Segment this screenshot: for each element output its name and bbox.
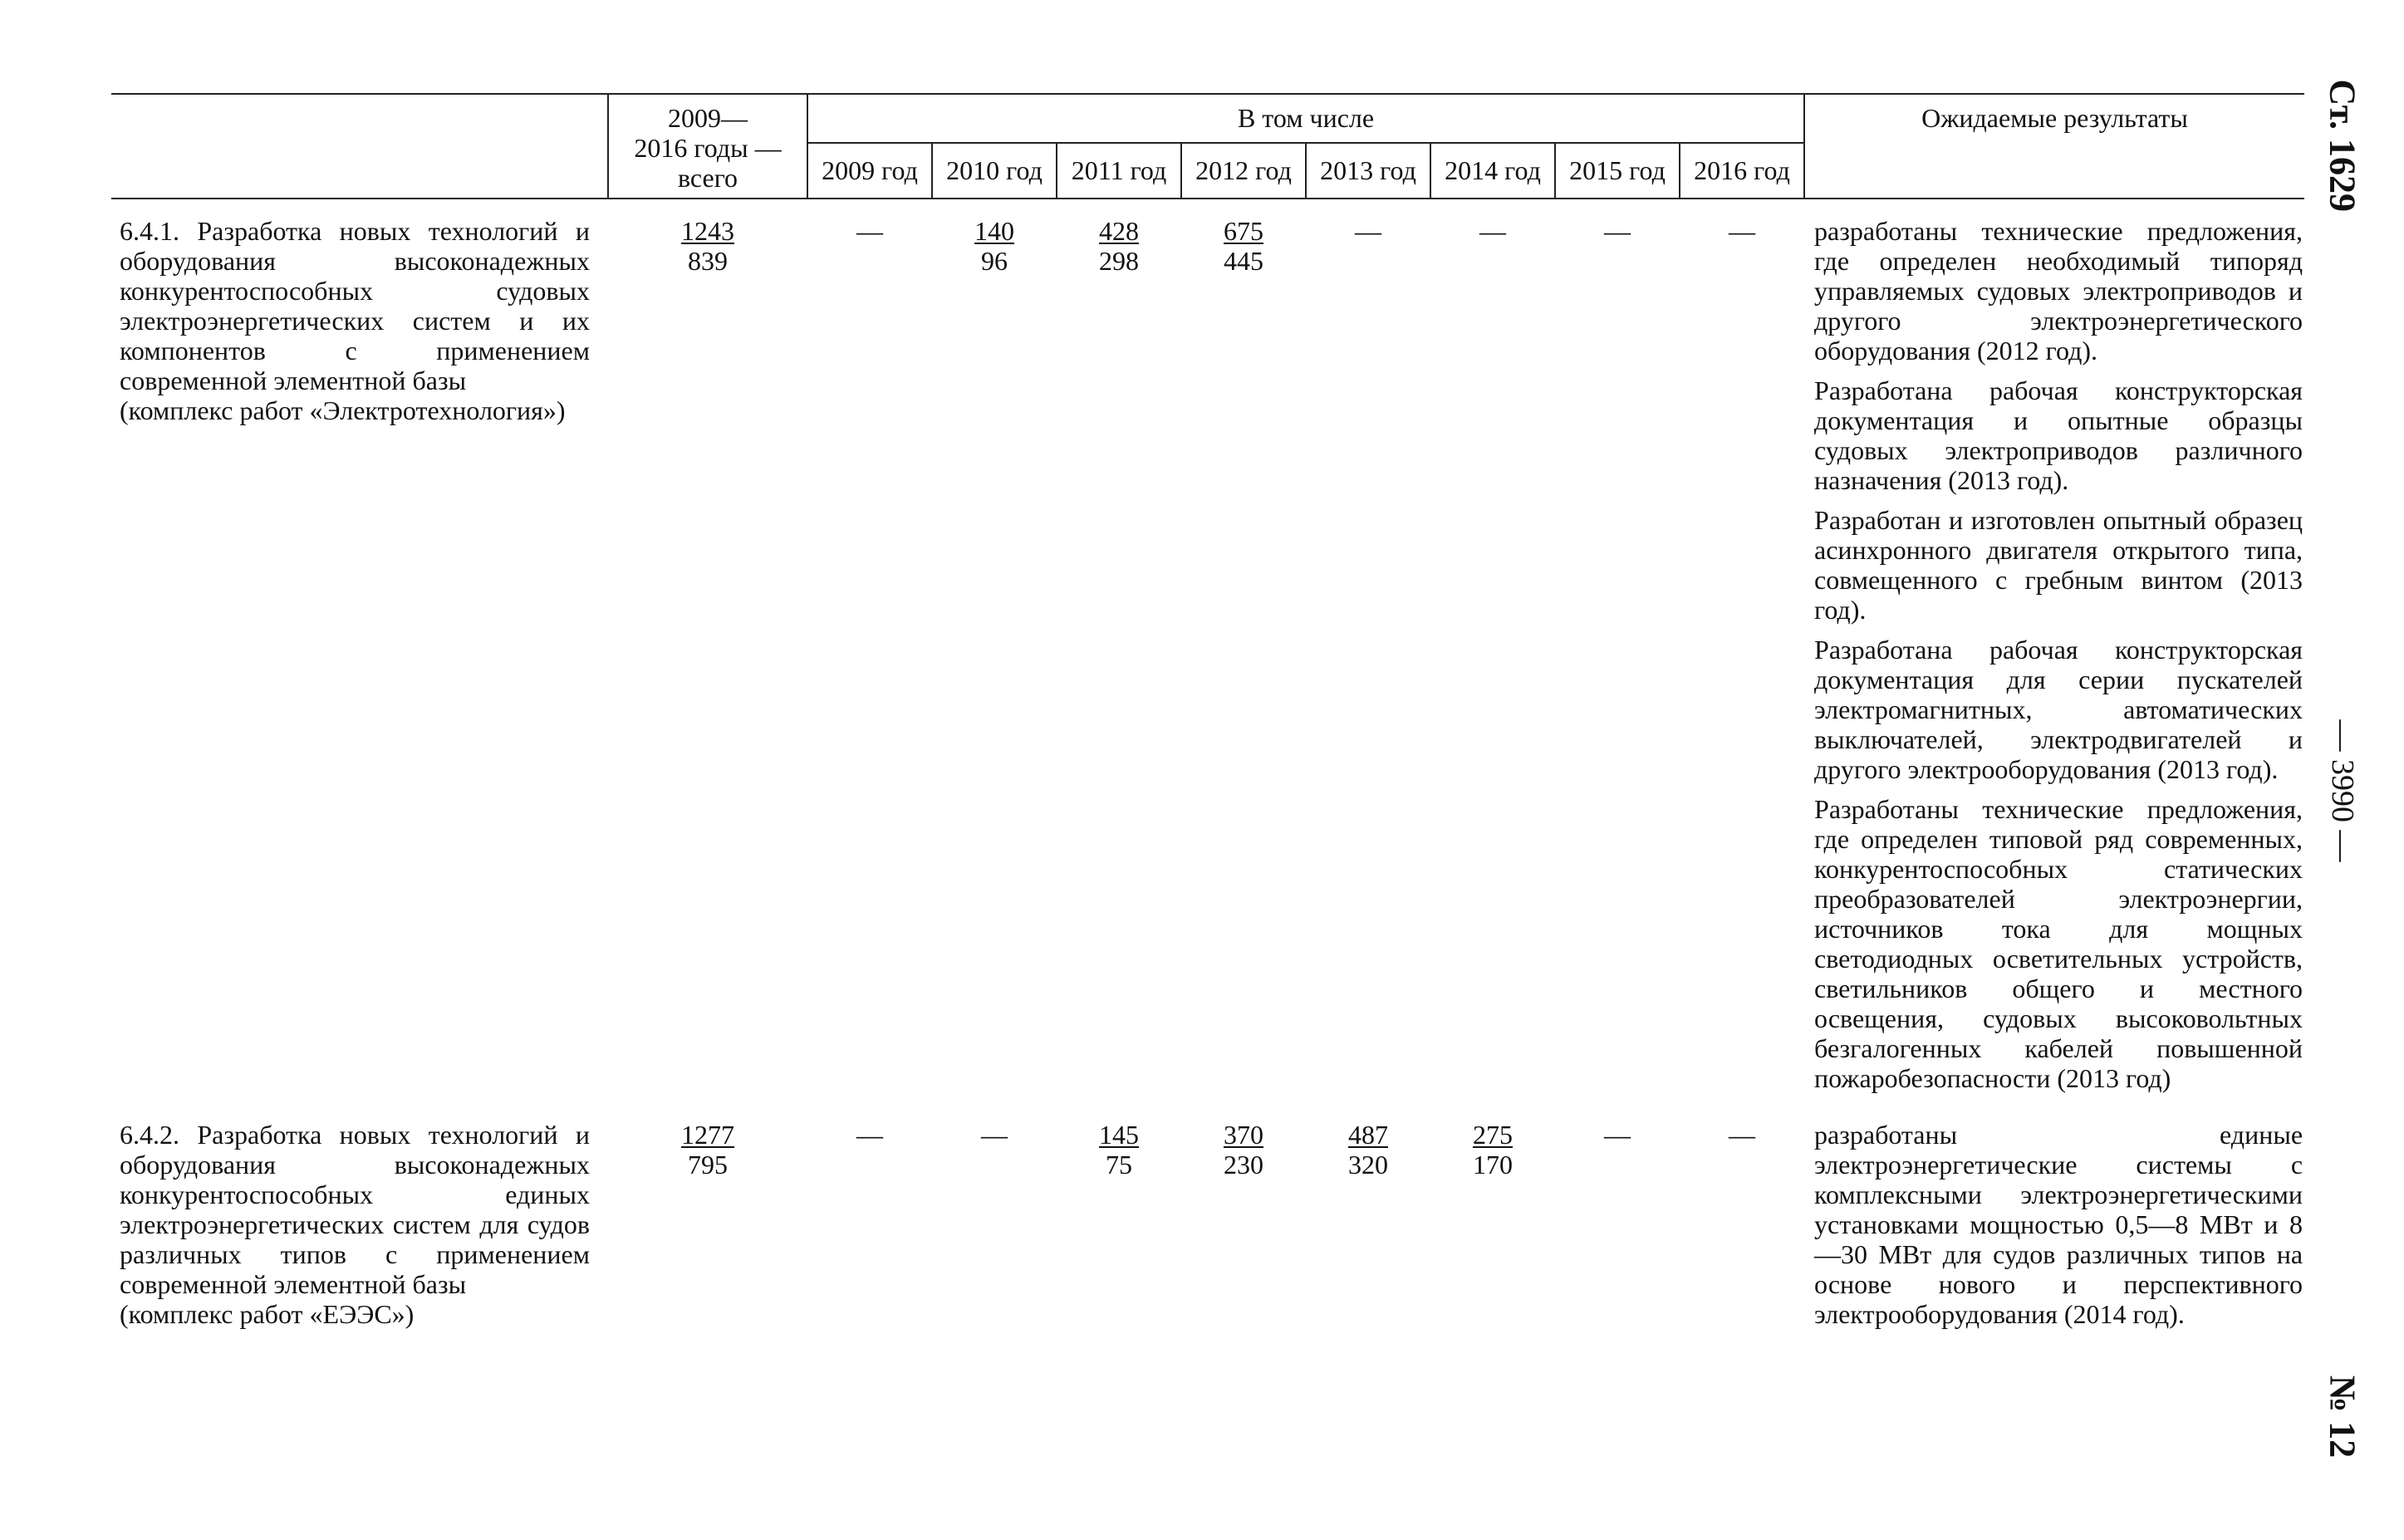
- row-year-cell: [1430, 199, 1555, 1103]
- result-paragraph: Разработаны технические предложения, где определен типовой ряд современных, конкурентоспособных статических преобразователей электроэнергии, источников тока для мощных светодиодных осветительных устройств, светильников общего и местного освещения, судовых высоковольтных безгалогенных кабелей повышенной пожаробезопасности (2013 год): [1814, 794, 2303, 1093]
- fraction: [1099, 216, 1139, 276]
- row-year-cell: [1680, 1103, 1804, 1339]
- row-results: [1804, 1103, 2304, 1339]
- fraction-denominator: 795: [688, 1150, 728, 1180]
- fraction-denominator: 298: [1099, 246, 1139, 276]
- table-row: [111, 1103, 2304, 1339]
- empty-dash: —: [1729, 1120, 1755, 1150]
- fraction-numerator: 145: [1099, 1120, 1139, 1150]
- fraction: [681, 1120, 734, 1180]
- header-year: 2012 год: [1181, 143, 1306, 199]
- row-total: [608, 199, 807, 1103]
- fraction-numerator: 428: [1099, 216, 1139, 246]
- margin-article-label: Ст. 1629: [2322, 79, 2363, 212]
- empty-dash: —: [1604, 216, 1631, 246]
- header-year: 2011 год: [1057, 143, 1181, 199]
- header-blank-cell: [111, 94, 608, 199]
- fraction: [974, 216, 1014, 276]
- fraction-numerator: 1243: [681, 216, 734, 246]
- empty-dash: —: [981, 1120, 1008, 1150]
- header-group: В том числе: [807, 94, 1804, 143]
- row-year-cell: [1306, 1103, 1430, 1339]
- row-year-cell: [1181, 1103, 1306, 1339]
- row-year-cell: [1555, 1103, 1680, 1339]
- row-description: [111, 199, 608, 1103]
- fraction-numerator: 675: [1224, 216, 1263, 246]
- fraction-numerator: 1277: [681, 1120, 734, 1150]
- margin-page-number: — 3990 —: [2325, 719, 2360, 862]
- row-description-complex: (комплекс работ «ЕЭЭС»): [120, 1299, 415, 1329]
- empty-dash: —: [1604, 1120, 1631, 1150]
- empty-dash: —: [856, 216, 883, 246]
- row-description-text: 6.4.2. Разработка новых технологий и оборудования высоконадежных конкурентоспособных единых электроэнергетических систем для судов различных типов с применением современной элементной базы: [120, 1120, 590, 1299]
- empty-dash: —: [1729, 216, 1755, 246]
- row-year-cell: [932, 199, 1057, 1103]
- row-year-cell: [1181, 199, 1306, 1103]
- row-total: [608, 1103, 807, 1339]
- header-year: 2010 год: [932, 143, 1057, 199]
- fraction-denominator: 96: [981, 246, 1008, 276]
- header-total: 2009— 2016 годы — всего: [608, 94, 807, 199]
- table-row: [111, 199, 2304, 1103]
- fraction-denominator: 839: [688, 246, 728, 276]
- row-year-cell: [1430, 1103, 1555, 1339]
- header-year: 2013 год: [1306, 143, 1430, 199]
- empty-dash: —: [1355, 216, 1381, 246]
- header-row-1: [111, 94, 2304, 143]
- header-year: 2015 год: [1555, 143, 1680, 199]
- fraction: [681, 216, 734, 276]
- row-year-cell: [1057, 1103, 1181, 1339]
- result-paragraph: разработаны единые электроэнергетические системы с комплексными электроэнергетическими установками мощностью 0,5—8 МВт и 8—30 МВт для судов различных типов на основе нового и перспективного электрооборудования (2014 год).: [1814, 1120, 2303, 1329]
- header-year: 2009 год: [807, 143, 932, 199]
- result-paragraph: Разработана рабочая конструкторская документация для серии пускателей электромагнитных, автоматических выключателей, электродвигателей и другого электрооборудования (2013 год).: [1814, 635, 2303, 784]
- row-year-cell: [807, 1103, 932, 1339]
- empty-dash: —: [1479, 216, 1506, 246]
- result-paragraph: Разработан и изготовлен опытный образец асинхронного двигателя открытого типа, совмещенного с гребным винтом (2013 год).: [1814, 505, 2303, 625]
- result-paragraph: Разработана рабочая конструкторская документация и опытные образцы судовых электроприводов различного назначения (2013 год).: [1814, 375, 2303, 495]
- fraction-numerator: 275: [1473, 1120, 1513, 1150]
- margin-issue-label: № 12: [2322, 1375, 2363, 1459]
- empty-dash: —: [856, 1120, 883, 1150]
- fraction: [1473, 1120, 1513, 1180]
- fraction-denominator: 445: [1224, 246, 1263, 276]
- row-description-text: 6.4.1. Разработка новых технологий и оборудования высоконадежных конкурентоспособных судовых электроэнергетических систем и их компонентов с применением современной элементной базы: [120, 216, 590, 395]
- fraction-numerator: 487: [1348, 1120, 1388, 1150]
- row-year-cell: [1306, 199, 1430, 1103]
- row-year-cell: [932, 1103, 1057, 1339]
- fraction: [1224, 1120, 1263, 1180]
- row-year-cell: [807, 199, 932, 1103]
- fraction-numerator: 140: [974, 216, 1014, 246]
- header-results: Ожидаемые результаты: [1804, 94, 2304, 199]
- fraction-denominator: 320: [1348, 1150, 1388, 1180]
- header-year: 2014 год: [1430, 143, 1555, 199]
- row-description-complex: (комплекс работ «Электротехнология»): [120, 395, 566, 425]
- fraction: [1224, 216, 1263, 276]
- row-description: [111, 1103, 608, 1339]
- fraction: [1099, 1120, 1139, 1180]
- fraction-denominator: 170: [1473, 1150, 1513, 1180]
- row-results: [1804, 199, 2304, 1103]
- row-year-cell: [1555, 199, 1680, 1103]
- row-year-cell: [1057, 199, 1181, 1103]
- fraction: [1348, 1120, 1388, 1180]
- fraction-denominator: 230: [1224, 1150, 1263, 1180]
- program-table: [111, 93, 2304, 1339]
- header-year: 2016 год: [1680, 143, 1804, 199]
- row-year-cell: [1680, 199, 1804, 1103]
- fraction-numerator: 370: [1224, 1120, 1263, 1150]
- fraction-denominator: 75: [1106, 1150, 1132, 1180]
- result-paragraph: разработаны технические предложения, где определен необходимый типоряд управляемых судовых электроприводов и другого электроэнергетического оборудования (2012 год).: [1814, 216, 2303, 365]
